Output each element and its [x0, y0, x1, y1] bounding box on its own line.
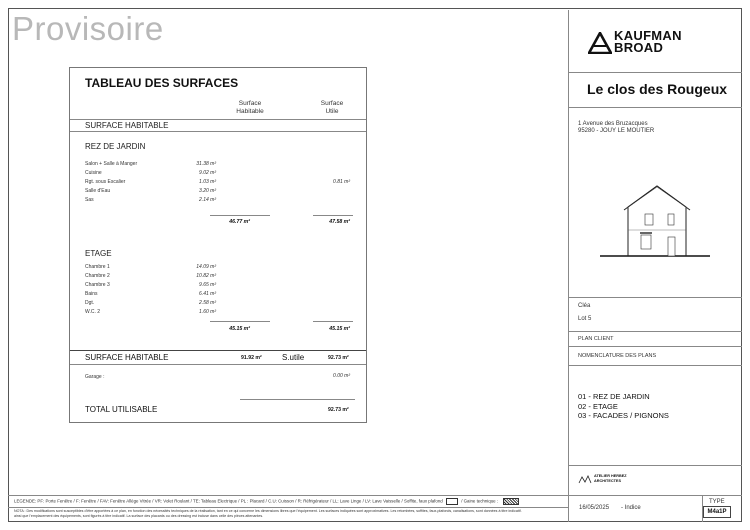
- nota-line2: ainsi que l'emplacement des équipements, sont figurés à titre indicatif. La surface des placards ou des dressing est incluse dans celle des pièces attenantes.: [14, 514, 264, 518]
- divider: [568, 331, 742, 332]
- lot-number: Lot 5: [578, 316, 592, 322]
- divider: [568, 107, 742, 108]
- table-title: TABLEAU DES SURFACES: [85, 76, 239, 90]
- surface-table: [69, 67, 367, 423]
- row-label: Cuisine: [85, 170, 102, 176]
- section-surface-habitable: SURFACE HABITABLE: [85, 121, 169, 130]
- indice: - Indice: [621, 505, 641, 511]
- plan-list-item: 01 - REZ DE JARDIN: [578, 392, 650, 401]
- architect-sub: ARCHITECTES: [594, 478, 622, 483]
- subtotal-line: [313, 215, 353, 216]
- type-value: M4a1P: [703, 506, 731, 518]
- legend-text: LEGENDE: PF: Porte Fenêtre / F: Fenêtre / FAV: Fenêtre Allège Vitrée / VR: Volet Roulant / TE: Tableau Electrique / PL : Placard / C.U: Cuisson / R: Réfrigérateur / LL: Lave Linge / LV: Lave Vaisselle / Soffite, faux plafond: [14, 498, 443, 504]
- row-label: Chambre 2: [85, 273, 110, 279]
- divider: [568, 346, 742, 347]
- subtotal-line: [313, 321, 353, 322]
- footer-divider: [8, 495, 742, 496]
- row-habitable: 6.41 m²: [199, 291, 216, 297]
- divider: [568, 365, 742, 366]
- rdj-total-utile: 47.58 m²: [329, 219, 350, 225]
- row-utile: 0.81 m²: [333, 179, 350, 185]
- etage-total-habitable: 45.15 m²: [229, 326, 250, 332]
- panel-divider: [568, 10, 569, 495]
- plan-list-item: 02 - ETAGE: [578, 401, 618, 411]
- col-habitable-l2: Habitable: [236, 108, 264, 115]
- type-label: TYPE: [709, 499, 725, 505]
- garage-value: 0.00 m²: [333, 373, 350, 379]
- brand-line2: BROAD: [614, 40, 664, 55]
- summary-label: SURFACE HABITABLE: [85, 353, 169, 362]
- section-etage: ETAGE: [85, 249, 112, 258]
- watermark: Provisoire: [12, 10, 164, 47]
- legend: [14, 498, 519, 505]
- house-elevation-drawing: [600, 180, 710, 260]
- divider: [568, 72, 742, 73]
- col-header-habitable: [225, 100, 275, 116]
- total-label: TOTAL UTILISABLE: [85, 405, 158, 414]
- total-line: [240, 399, 355, 400]
- row-habitable: 2.58 m²: [199, 300, 216, 306]
- architect-name: ATELIER HERBEZ: [594, 474, 627, 478]
- total-value: 92.73 m²: [328, 407, 349, 413]
- address-line2: 95280 - JOUY LE MOUTIER: [578, 128, 655, 134]
- row-label: Rgt. sous Escalier: [85, 179, 126, 185]
- subtotal-line: [210, 321, 270, 322]
- divider: [568, 495, 569, 522]
- model-name: Cléa: [578, 303, 591, 309]
- nota-line1: NOTA : Des modifications sont susceptibles d'être apportées à ce plan, en fonction des nécessités techniques de la réalisation, tant en ce qui concerne les dimensions libres que l'équipement. Les surfaces indiquées sont approximatives. Les retombées, soffites, faux-plafonds, canalisations, sont données à titre indicatif.: [14, 509, 522, 513]
- row-label: Salon + Salle à Manger: [85, 161, 138, 167]
- brand-line1: KAUFMAN: [614, 28, 682, 43]
- row-label: Salle d'Eau: [85, 188, 111, 194]
- col-header-utile: [307, 100, 357, 116]
- row-label: W.C. 2: [85, 309, 101, 315]
- divider: [70, 364, 366, 365]
- divider: [70, 350, 366, 351]
- row-label: Chambre 3: [85, 282, 110, 288]
- row-label: Chambre 1: [85, 264, 110, 270]
- row-habitable: 9.65 m²: [199, 282, 216, 288]
- section-rez-de-jardin: REZ DE JARDIN: [85, 142, 146, 151]
- plan-list-item: 03 - FACADES / PIGNONS: [578, 411, 669, 420]
- summary-habitable: 91.92 m²: [241, 355, 262, 361]
- kaufman-broad-logo-icon: [588, 32, 612, 54]
- summary-s-utile: S.utile: [282, 353, 305, 362]
- garage-label: Garage :: [85, 374, 105, 380]
- footer-divider: [8, 507, 568, 508]
- row-habitable: 14.09 m²: [196, 264, 216, 270]
- address-line1: 1 Avenue des Bruzacques: [578, 121, 648, 127]
- row-label: Bains: [85, 291, 98, 297]
- architect-house-icon: [578, 474, 592, 484]
- col-habitable-l1: Surface: [238, 100, 262, 107]
- plan-type: PLAN CLIENT: [578, 336, 614, 342]
- divider: [568, 465, 742, 466]
- project-name: Le clos des Rougeux: [587, 81, 728, 97]
- row-habitable: 1.03 m²: [199, 179, 216, 185]
- etage-total-utile: 45.15 m²: [329, 326, 350, 332]
- row-habitable: 1.60 m²: [199, 309, 216, 315]
- date: 16/05/2025: [579, 505, 610, 511]
- row-habitable: 2.14 m²: [199, 197, 216, 203]
- summary-utile: 92.73 m²: [328, 355, 349, 361]
- legend-text-2: / Gaine technique :: [461, 498, 499, 504]
- divider: [568, 297, 742, 298]
- rdj-total-habitable: 46.77 m²: [229, 219, 250, 225]
- col-utile-l1: Surface: [320, 100, 344, 107]
- subtotal-line: [210, 215, 270, 216]
- divider: [70, 119, 366, 120]
- row-habitable: 3.20 m²: [199, 188, 216, 194]
- faux-plafond-swatch: [446, 498, 458, 505]
- gaine-swatch: [503, 498, 519, 505]
- nomenclature-title: NOMENCLATURE DES PLANS: [578, 353, 657, 359]
- plan-list: [578, 392, 669, 421]
- divider: [70, 131, 366, 132]
- row-habitable: 9.02 m²: [199, 170, 216, 176]
- row-habitable: 31.38 m²: [196, 161, 216, 167]
- col-utile-l2: Utile: [325, 108, 339, 115]
- row-habitable: 10.82 m²: [196, 273, 216, 279]
- row-label: Sas: [85, 197, 94, 203]
- row-label: Dgt.: [85, 300, 95, 306]
